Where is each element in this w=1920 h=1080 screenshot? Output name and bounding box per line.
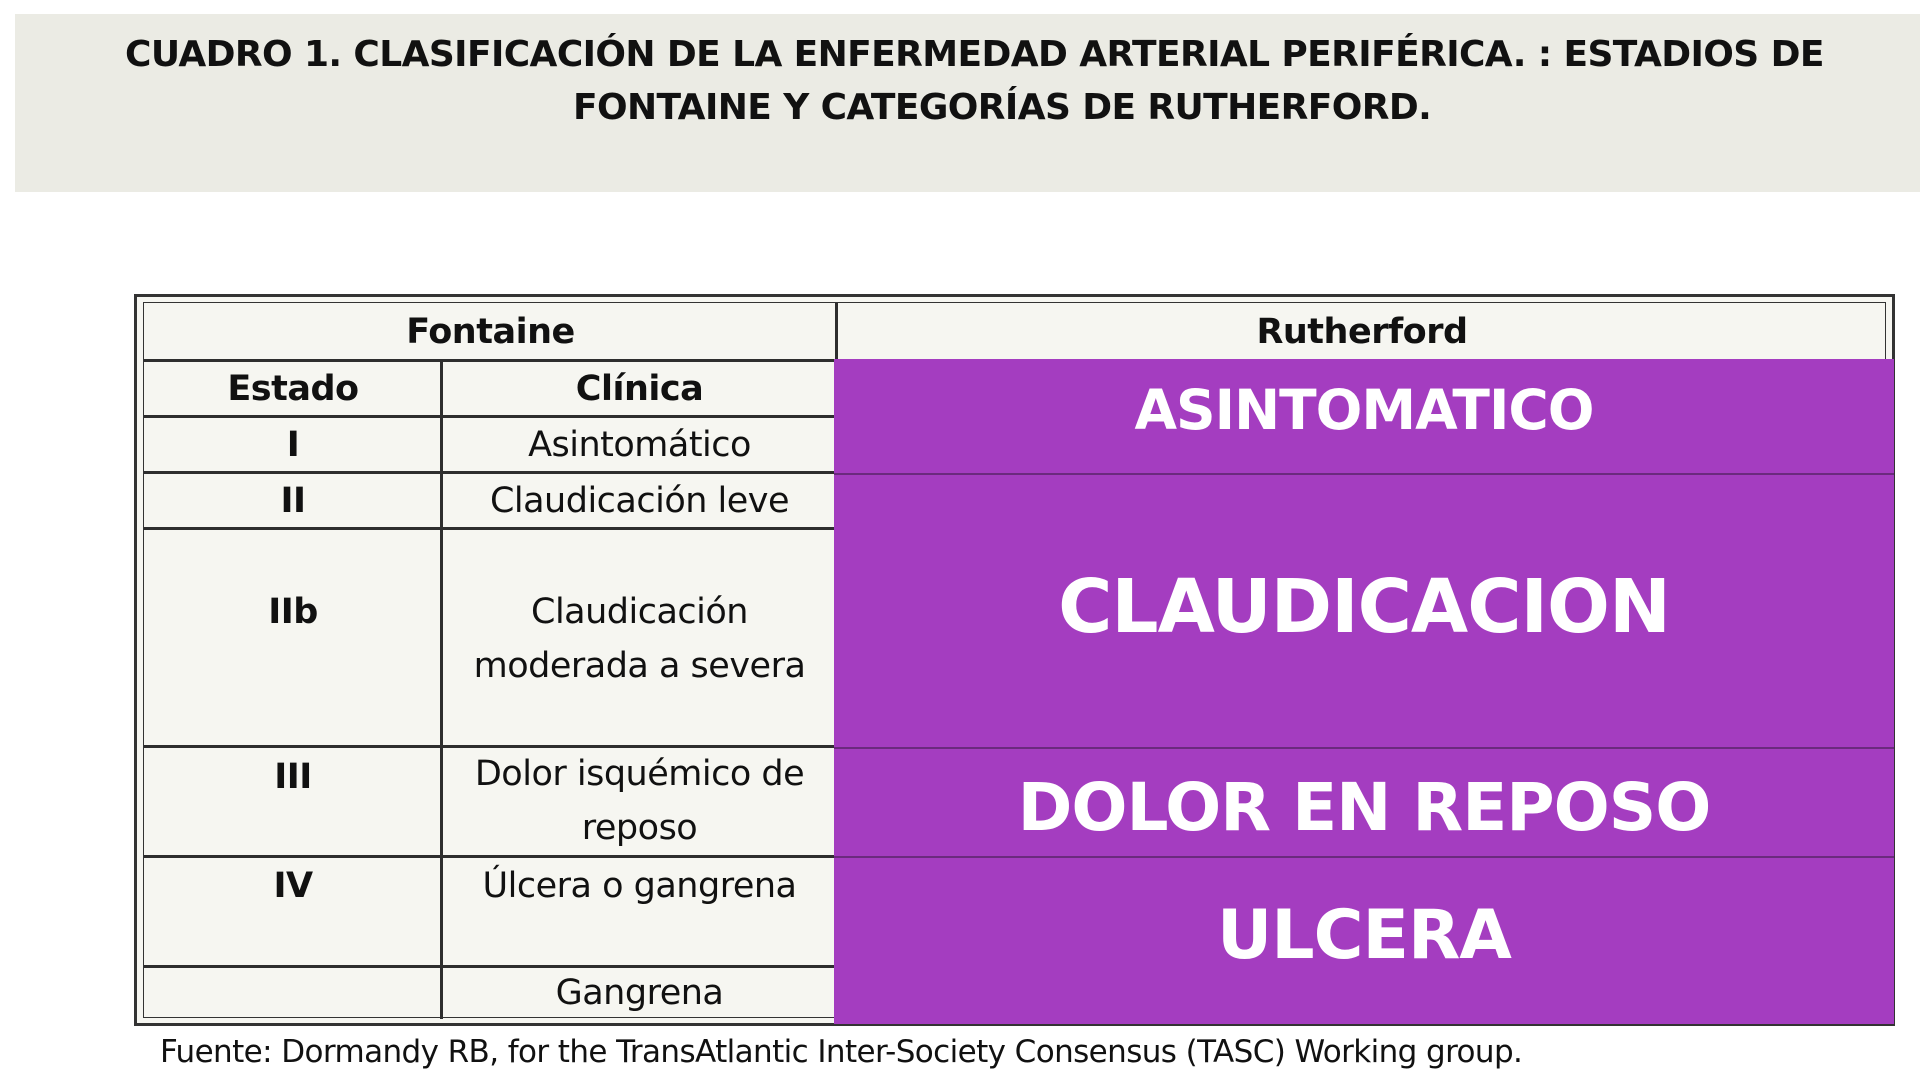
clinica-cell-ii: Claudicación leve [489, 481, 790, 521]
clinica-cell-gangrena: Gangrena [555, 973, 724, 1013]
estado-cell-i: I [286, 425, 300, 465]
grid-line [144, 471, 837, 474]
rutherford-block-ulcera: ULCERA [834, 858, 1894, 1024]
grid-line [144, 745, 837, 748]
grid-line [144, 415, 837, 418]
grid-line [144, 855, 837, 858]
clinica-header: Clínica [575, 369, 704, 409]
title-line-1: CUADRO 1. CLASIFICACIÓN DE LA ENFERMEDAD ARTERIAL PERIFÉRICA. : ESTADIOS DE [125, 34, 1824, 75]
table-grid [143, 302, 1886, 1018]
fontaine-header: Fontaine [406, 312, 575, 352]
grid-line [144, 965, 837, 968]
source-citation: Fuente: Dormandy RB, for the TransAtlantic Inter-Society Consensus (TASC) Working group. [160, 1034, 1523, 1070]
clinica-iib-line-1: Claudicación [531, 592, 748, 632]
grid-line [144, 527, 837, 530]
estado-cell-iii: III [274, 757, 312, 797]
classification-table [134, 294, 1895, 1026]
estado-header: Estado [227, 369, 359, 409]
rutherford-block-asintomatico: ASINTOMATICO [834, 359, 1894, 474]
grid-line [440, 359, 443, 1019]
title-banner [15, 14, 1920, 192]
estado-cell-ii: II [280, 481, 306, 521]
estado-cell-iv: IV [273, 866, 313, 906]
clinica-cell-iii [442, 747, 837, 857]
clinica-iib-line-2: moderada a severa [473, 646, 806, 686]
clinica-cell-iv: Úlcera o gangrena [482, 866, 797, 906]
clinica-cell-iib [442, 529, 837, 747]
estado-cell-iib: IIb [268, 592, 318, 632]
rutherford-block-claudicacion: CLAUDICACION [834, 475, 1894, 748]
title-line-2: FONTAINE Y CATEGORÍAS DE RUTHERFORD. [573, 87, 1432, 128]
estado-cell-empty [144, 967, 442, 1019]
clinica-cell-i: Asintomático [528, 425, 751, 465]
rutherford-block-dolor-en-reposo: DOLOR EN REPOSO [834, 749, 1894, 857]
clinica-iii-line-2: reposo [581, 808, 698, 848]
rutherford-header: Rutherford [1256, 312, 1468, 352]
clinica-iii-line-1: Dolor isquémico de [474, 754, 805, 794]
